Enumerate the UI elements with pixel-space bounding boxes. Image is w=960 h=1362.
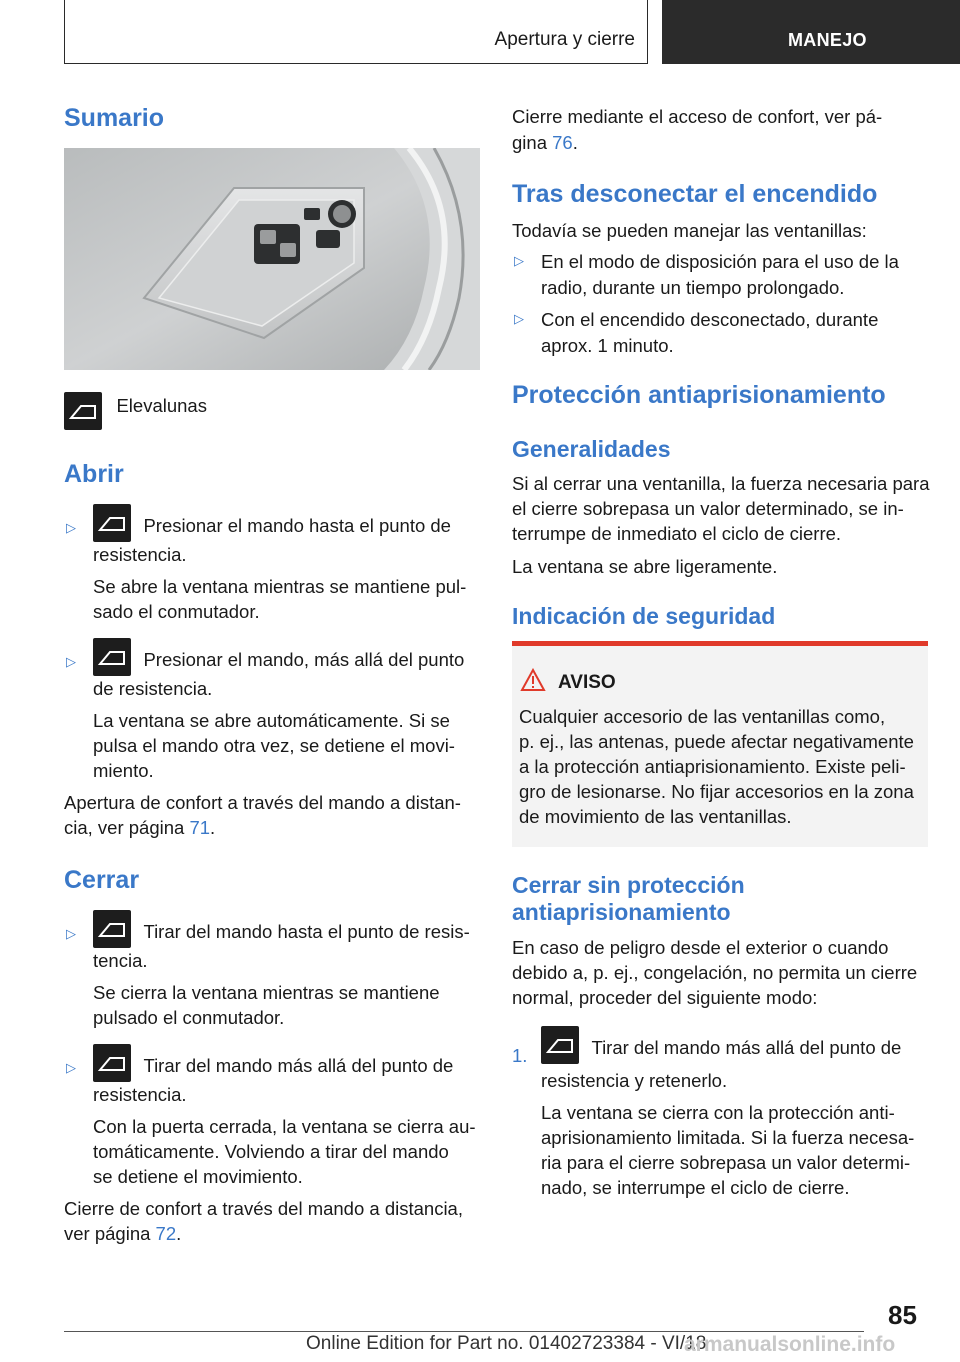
cerrar-item-2-lead: Tirar del mando más allá del punto de bbox=[143, 1055, 454, 1076]
cerrar-item-1-cont: tencia. bbox=[93, 950, 148, 971]
intro-line1: Cierre mediante el acceso de confort, ver pá- bbox=[512, 106, 883, 127]
tras-heading: Tras desconectar el encendido bbox=[512, 180, 878, 208]
gen-line-3: terrumpe de inmediato el ciclo de cierre. bbox=[512, 523, 842, 544]
cerrar-heading: Cerrar bbox=[64, 866, 140, 894]
tras-item-2-line2: aprox. 1 minuto. bbox=[541, 335, 674, 356]
footer-divider bbox=[64, 1331, 864, 1332]
sin-line-3: normal, proceder del siguiente modo: bbox=[512, 987, 818, 1008]
image-caption: Elevalunas bbox=[116, 395, 207, 416]
abrir-heading: Abrir bbox=[64, 460, 124, 488]
abrir-item-2-lead: Presionar el mando, más allá del punto bbox=[143, 649, 465, 670]
header-chapter-title: MANEJO bbox=[788, 30, 867, 50]
seguridad-heading: Indicación de seguridad bbox=[512, 603, 776, 629]
gen-line-4: La ventana se abre ligeramente. bbox=[512, 556, 778, 577]
sin-line-1: En caso de peligro desde el exterior o cuando bbox=[512, 937, 889, 958]
intro-text: gina bbox=[512, 132, 547, 153]
step-1-sub3: ria para el cierre sobrepasa un valor determi- bbox=[541, 1152, 911, 1173]
warning-line-5: de movimiento de las ventanillas. bbox=[519, 806, 792, 827]
tras-text: Todavía se pueden manejar las ventanillas: bbox=[512, 220, 867, 241]
image-caption-row bbox=[64, 392, 207, 430]
step-1-cont: resistencia y retenerlo. bbox=[541, 1070, 728, 1091]
window-button-icon bbox=[93, 910, 131, 948]
step-number: 1. bbox=[512, 1045, 528, 1066]
tras-item-1-line1: En el modo de disposición para el uso de la bbox=[541, 251, 899, 272]
sin-proteccion-heading-1: Cerrar sin protección bbox=[512, 872, 745, 898]
step-1-sub1: La ventana se cierra con la protección anti- bbox=[541, 1102, 895, 1123]
window-button-icon bbox=[93, 1044, 131, 1082]
window-button-icon bbox=[93, 638, 131, 676]
abrir-item-1-lead: Presionar el mando hasta el punto de bbox=[143, 515, 451, 536]
warning-line-2: p. ej., las antenas, puede afectar negativamente bbox=[519, 731, 914, 752]
cerrar-item-1-sub2: pulsado el conmutador. bbox=[93, 1007, 285, 1028]
sin-line-2: debido a, p. ej., congelación, no permita un cierre bbox=[512, 962, 918, 983]
bullet-marker: ▷ bbox=[66, 520, 76, 535]
sumario-heading: Sumario bbox=[64, 104, 165, 132]
header-section-tab bbox=[64, 0, 648, 64]
tras-item-1-line2: radio, durante un tiempo prolongado. bbox=[541, 277, 845, 298]
cerrar-confort-text: ver página bbox=[64, 1223, 151, 1244]
cerrar-item-1-lead: Tirar del mando hasta el punto de resis- bbox=[143, 921, 470, 942]
window-switch-image bbox=[64, 148, 480, 370]
abrir-confort-line2: cia, ver página 71. bbox=[64, 817, 216, 838]
abrir-item-2-sub3: miento. bbox=[93, 760, 154, 781]
generalidades-heading: Generalidades bbox=[512, 436, 671, 462]
warning-box bbox=[512, 641, 928, 847]
abrir-item-1-cont: resistencia. bbox=[93, 544, 187, 565]
abrir-confort-line1: Apertura de confort a través del mando a distan- bbox=[64, 792, 461, 813]
cerrar-confort-line1: Cierre de confort a través del mando a distancia, bbox=[64, 1198, 463, 1219]
warning-line-1: Cualquier accesorio de las ventanillas como, bbox=[519, 706, 886, 727]
gen-line-2: el cierre sobrepasa un valor determinado, se in- bbox=[512, 498, 904, 519]
step-1-sub4: nado, se interrumpe el ciclo de cierre. bbox=[541, 1177, 850, 1198]
tras-item-2-line1: Con el encendido desconectado, durante bbox=[541, 309, 879, 330]
cerrar-confort-line2: ver página 72. bbox=[64, 1223, 182, 1244]
abrir-confort-text: cia, ver página bbox=[64, 817, 185, 838]
step-1-lead: Tirar del mando más allá del punto de bbox=[591, 1037, 902, 1058]
warning-line-4: gro de lesionarse. No fijar accesorios en la zona bbox=[519, 781, 914, 802]
cerrar-item-2-sub1: Con la puerta cerrada, la ventana se cierra au- bbox=[93, 1116, 476, 1137]
abrir-item-2-sub2: pulsa el mando otra vez, se detiene el movi- bbox=[93, 735, 455, 756]
bullet-marker: ▷ bbox=[66, 654, 76, 669]
page-link-76[interactable]: 76 bbox=[552, 132, 573, 153]
page-link-72[interactable]: 72 bbox=[155, 1223, 177, 1244]
edition-text: Online Edition for Part no. 01402723384 - VI/18 bbox=[306, 1333, 707, 1354]
cerrar-item-2 bbox=[93, 1044, 453, 1082]
sin-proteccion-heading-2: antiaprisionamiento bbox=[512, 899, 731, 925]
cerrar-item-1-sub1: Se cierra la ventana mientras se mantiene bbox=[93, 982, 440, 1003]
step-1-sub2: aprisionamiento limitada. Si la fuerza necesa- bbox=[541, 1127, 915, 1148]
gen-line-1: Si al cerrar una ventanilla, la fuerza necesaria para bbox=[512, 473, 930, 494]
window-button-icon bbox=[93, 504, 131, 542]
cerrar-item-1 bbox=[93, 910, 470, 948]
page-link-71[interactable]: 71 bbox=[189, 817, 211, 838]
abrir-item-1-sub1: Se abre la ventana mientras se mantiene pul- bbox=[93, 576, 467, 597]
intro-line2: gina 76. bbox=[512, 132, 578, 153]
bullet-marker: ▷ bbox=[514, 311, 524, 326]
proteccion-heading: Protección antiaprisionamiento bbox=[512, 381, 886, 409]
abrir-item-2-sub1: La ventana se abre automáticamente. Si se bbox=[93, 710, 450, 731]
cerrar-item-2-sub2: tomáticamente. Volviendo a tirar del mando bbox=[93, 1141, 449, 1162]
step-1 bbox=[541, 1026, 901, 1064]
bullet-marker: ▷ bbox=[66, 926, 76, 941]
window-button-icon bbox=[541, 1026, 579, 1064]
cerrar-item-2-cont: resistencia. bbox=[93, 1084, 187, 1105]
abrir-item-2-cont: de resistencia. bbox=[93, 678, 213, 699]
bullet-marker: ▷ bbox=[514, 253, 524, 268]
window-button-icon bbox=[64, 392, 102, 430]
warning-line-3: a la protección antiaprisionamiento. Existe peli- bbox=[519, 756, 906, 777]
header-chapter-tab bbox=[662, 0, 960, 64]
warning-triangle-icon bbox=[520, 668, 546, 692]
abrir-item-2 bbox=[93, 638, 464, 676]
page-number: 85 bbox=[888, 1300, 917, 1330]
abrir-item-1-sub2: sado el conmutador. bbox=[93, 601, 260, 622]
watermark: armanualsonline.info bbox=[684, 1333, 896, 1356]
abrir-item-1 bbox=[93, 504, 451, 542]
warning-label: AVISO bbox=[558, 672, 616, 693]
header-section-title: Apertura y cierre bbox=[494, 29, 635, 50]
bullet-marker: ▷ bbox=[66, 1060, 76, 1075]
cerrar-item-2-sub3: se detiene el movimiento. bbox=[93, 1166, 303, 1187]
